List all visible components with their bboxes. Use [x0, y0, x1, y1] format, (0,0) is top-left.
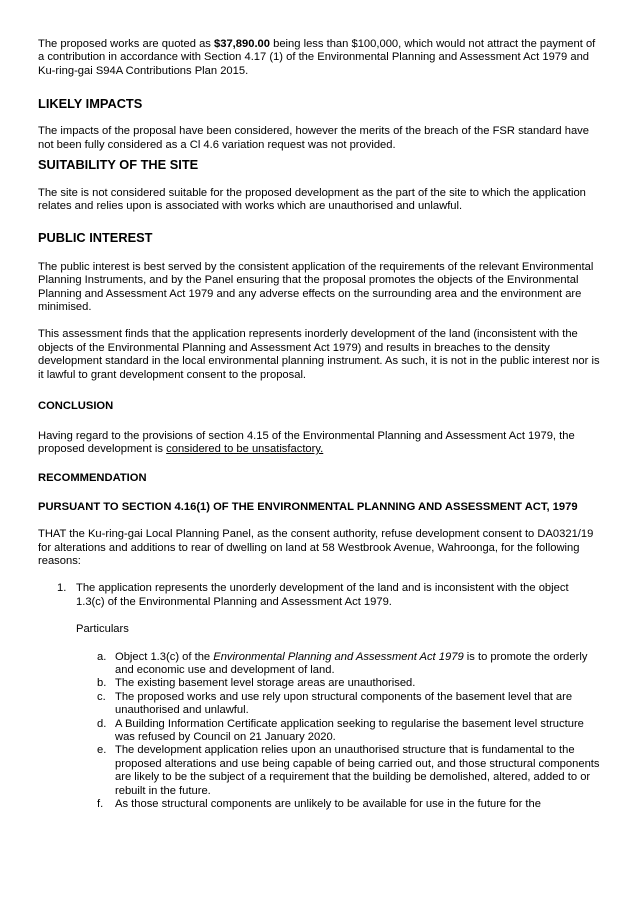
- particulars-list: [38, 651, 600, 812]
- reason-1-text: The application represents the unorderly development of the land and is inconsistent with the object 1.3(c) of the Environmental Planning and Assessment Act 1979.: [76, 582, 569, 608]
- conclusion-underlined-text: considered to be unsatisfactory.: [166, 442, 324, 455]
- recommendation-paragraph: THAT the Ku-ring-gai Local Planning Panel, as the consent authority, refuse development consent to DA0321/19 for alterations and additions to rear of dwelling on land at 58 Westbrook Avenue, Wahroonga, for the following reasons:: [38, 528, 594, 567]
- document-page: [38, 38, 600, 811]
- public-interest-paragraph-1: The public interest is best served by the consistent application of the requirements of the relevant Environmental Planning Instruments, and by the Panel ensuring that the proposal promotes the objects of the Environmental Planning and Assessment Act 1979 and any adverse effects on the surrounding area and the environment are minimised.: [38, 260, 594, 314]
- contribution-paragraph: [38, 38, 600, 78]
- particular-f: [38, 798, 600, 811]
- conclusion-text: Having regard to the provisions of section 4.15 of the Environmental Planning and Assessment Act 1979, the proposed development is: [38, 429, 575, 455]
- suitability-heading: SUITABILITY OF THE SITE: [38, 157, 199, 173]
- conclusion-heading: CONCLUSION: [38, 400, 114, 413]
- contribution-text-start: The proposed works are quoted as: [38, 38, 214, 50]
- particular-c-text: The proposed works and use rely upon structural components of the basement level that are unauthorised and unlawful.: [115, 690, 573, 717]
- particular-c: [38, 691, 600, 718]
- particular-b-label: b.: [97, 677, 107, 690]
- particular-c-label: c.: [97, 690, 106, 703]
- particular-a-label: a.: [97, 650, 107, 663]
- particular-b: [38, 677, 600, 690]
- particular-d: [38, 718, 600, 745]
- public-interest-heading: PUBLIC INTEREST: [38, 229, 153, 245]
- particular-d-label: d.: [97, 717, 107, 730]
- particular-b-text: The existing basement level storage areas are unauthorised.: [115, 677, 416, 690]
- recommendation-subheading: PURSUANT TO SECTION 4.16(1) OF THE ENVIRONMENTAL PLANNING AND ASSESSMENT ACT, 1979: [38, 500, 578, 513]
- contribution-text-end: being less than $100,000, which would not attract the payment of a contribution in accordance with Section 4.17 (1) of the Environmental Planning and Assessment Act 1979 and Ku-ring-gai S94A Contributions Plan 2015.: [38, 38, 596, 77]
- particular-f-label: f.: [97, 798, 104, 811]
- particular-f-text: As those structural components are unlikely to be available for use in the future for the: [115, 798, 541, 811]
- particular-d-text: A Building Information Certificate application seeking to regularise the basement level structure was refused by Council on 21 January 2020.: [115, 717, 584, 743]
- conclusion-paragraph: [38, 430, 600, 457]
- particular-a-text-end: is to promote the orderly and economic use and development of land.: [115, 650, 588, 676]
- recommendation-heading: RECOMMENDATION: [38, 472, 147, 485]
- particular-a-text-start: Object 1.3(c) of the: [115, 650, 214, 663]
- likely-impacts-heading: LIKELY IMPACTS: [38, 96, 143, 112]
- suitability-paragraph: The site is not considered suitable for the proposed development as the part of the site to which the application relates and relies upon is associated with works which are unauthorised and unlawful.: [38, 187, 586, 213]
- particular-e-text: The development application relies upon an unauthorised structure that is fundamental to the proposed alterations and use being capable of being carried out, and those structural components are likely to be the subject of a requirement that the building be demolished, altered, added to or rebuilt in the future.: [115, 744, 600, 797]
- particular-a: [38, 651, 600, 678]
- reason-1: [38, 582, 600, 636]
- reason-1-number: 1.: [57, 582, 67, 595]
- particular-e-label: e.: [97, 744, 107, 757]
- contribution-amount: $37,890.00: [214, 38, 270, 50]
- particulars-label: Particulars: [76, 623, 129, 636]
- public-interest-paragraph-2: This assessment finds that the application represents inorderly development of the land (inconsistent with the objects of the Environmental Planning and Assessment Act 1979) and results in breaches to the density development standard in the local environmental planning instrument. As such, it is not in the public interest nor is it lawful to grant development consent to the proposal.: [38, 328, 600, 381]
- particular-a-act-title: Environmental Planning and Assessment Act 1979: [213, 650, 464, 663]
- likely-impacts-paragraph: The impacts of the proposal have been considered, however the merits of the breach of the FSR standard have not been fully considered as a Cl 4.6 variation request was not provided.: [38, 125, 589, 151]
- particular-e: [38, 744, 600, 798]
